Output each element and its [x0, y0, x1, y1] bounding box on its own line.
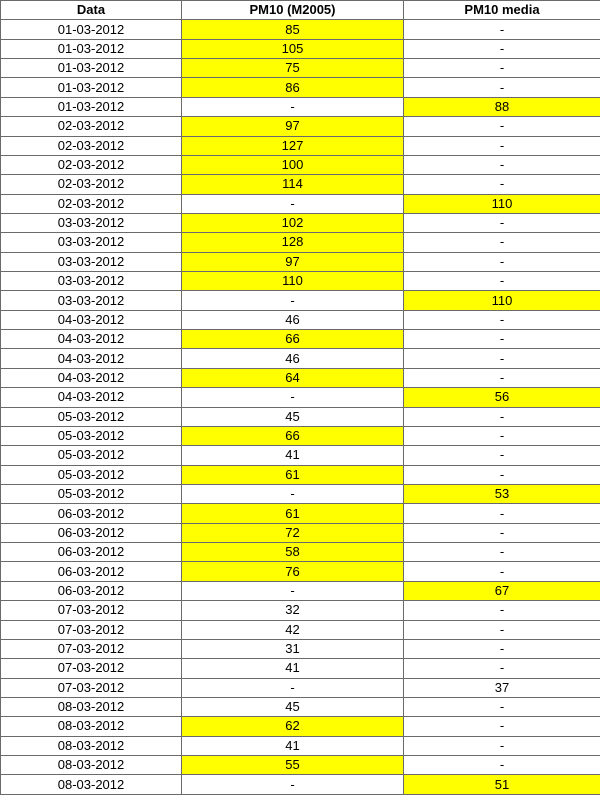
- cell-pm10-media: -: [404, 543, 600, 562]
- cell-date: 01-03-2012: [1, 97, 182, 116]
- table-row: [1, 697, 600, 716]
- cell-pm10-m2005: 105: [182, 39, 404, 58]
- table-row: [1, 775, 600, 794]
- table-row: [1, 291, 600, 310]
- cell-date: 04-03-2012: [1, 368, 182, 387]
- cell-pm10-m2005: 45: [182, 697, 404, 716]
- cell-pm10-m2005: 97: [182, 252, 404, 271]
- table-row: [1, 349, 600, 368]
- table-row: [1, 504, 600, 523]
- table-row: [1, 484, 600, 503]
- cell-pm10-m2005: 64: [182, 368, 404, 387]
- cell-pm10-m2005: 58: [182, 543, 404, 562]
- table-row: [1, 252, 600, 271]
- cell-date: 02-03-2012: [1, 175, 182, 194]
- cell-pm10-media: -: [404, 117, 600, 136]
- cell-date: 05-03-2012: [1, 484, 182, 503]
- table-row: [1, 213, 600, 232]
- cell-pm10-media: -: [404, 562, 600, 581]
- cell-pm10-m2005: -: [182, 678, 404, 697]
- cell-pm10-m2005: -: [182, 194, 404, 213]
- table-row: [1, 78, 600, 97]
- cell-pm10-media: -: [404, 601, 600, 620]
- cell-date: 06-03-2012: [1, 543, 182, 562]
- table-row: [1, 620, 600, 639]
- cell-pm10-m2005: 41: [182, 659, 404, 678]
- cell-pm10-m2005: 46: [182, 349, 404, 368]
- cell-pm10-media: -: [404, 756, 600, 775]
- cell-date: 05-03-2012: [1, 426, 182, 445]
- cell-pm10-m2005: 114: [182, 175, 404, 194]
- cell-date: 07-03-2012: [1, 620, 182, 639]
- cell-date: 08-03-2012: [1, 697, 182, 716]
- table-row: [1, 20, 600, 39]
- cell-date: 03-03-2012: [1, 272, 182, 291]
- cell-pm10-m2005: 41: [182, 446, 404, 465]
- cell-pm10-m2005: 62: [182, 717, 404, 736]
- table-row: [1, 136, 600, 155]
- cell-date: 02-03-2012: [1, 117, 182, 136]
- cell-pm10-m2005: 45: [182, 407, 404, 426]
- cell-date: 05-03-2012: [1, 446, 182, 465]
- cell-pm10-media: 51: [404, 775, 600, 794]
- cell-pm10-m2005: -: [182, 291, 404, 310]
- cell-pm10-media: -: [404, 639, 600, 658]
- cell-pm10-m2005: 85: [182, 20, 404, 39]
- cell-pm10-media: -: [404, 736, 600, 755]
- cell-pm10-media: -: [404, 465, 600, 484]
- cell-pm10-media: 37: [404, 678, 600, 697]
- cell-pm10-media: -: [404, 213, 600, 232]
- table-row: [1, 310, 600, 329]
- cell-pm10-m2005: 128: [182, 233, 404, 252]
- cell-pm10-media: -: [404, 78, 600, 97]
- cell-date: 07-03-2012: [1, 639, 182, 658]
- table-row: [1, 175, 600, 194]
- table-row: [1, 678, 600, 697]
- table-row: [1, 194, 600, 213]
- table-row: [1, 272, 600, 291]
- cell-date: 06-03-2012: [1, 504, 182, 523]
- header-pm10-m2005: PM10 (M2005): [182, 1, 404, 20]
- cell-date: 06-03-2012: [1, 523, 182, 542]
- cell-pm10-m2005: 32: [182, 601, 404, 620]
- cell-pm10-media: -: [404, 697, 600, 716]
- table-row: [1, 426, 600, 445]
- cell-date: 01-03-2012: [1, 39, 182, 58]
- cell-pm10-m2005: 75: [182, 59, 404, 78]
- cell-pm10-media: -: [404, 175, 600, 194]
- table-row: [1, 155, 600, 174]
- cell-date: 05-03-2012: [1, 465, 182, 484]
- cell-pm10-m2005: 72: [182, 523, 404, 542]
- cell-date: 01-03-2012: [1, 20, 182, 39]
- cell-date: 06-03-2012: [1, 581, 182, 600]
- cell-pm10-media: -: [404, 717, 600, 736]
- cell-pm10-m2005: 110: [182, 272, 404, 291]
- table-row: [1, 407, 600, 426]
- cell-pm10-media: 56: [404, 388, 600, 407]
- cell-pm10-m2005: 41: [182, 736, 404, 755]
- header-date: Data: [1, 1, 182, 20]
- table-row: [1, 39, 600, 58]
- cell-pm10-media: -: [404, 504, 600, 523]
- table-row: [1, 330, 600, 349]
- cell-date: 02-03-2012: [1, 155, 182, 174]
- table-row: [1, 117, 600, 136]
- table-row: [1, 388, 600, 407]
- cell-date: 04-03-2012: [1, 310, 182, 329]
- cell-pm10-media: -: [404, 330, 600, 349]
- cell-pm10-media: 88: [404, 97, 600, 116]
- header-pm10-media: PM10 media: [404, 1, 600, 20]
- table-row: [1, 639, 600, 658]
- cell-pm10-media: 53: [404, 484, 600, 503]
- cell-pm10-m2005: -: [182, 775, 404, 794]
- cell-date: 04-03-2012: [1, 388, 182, 407]
- cell-date: 04-03-2012: [1, 349, 182, 368]
- cell-pm10-m2005: -: [182, 388, 404, 407]
- cell-pm10-media: -: [404, 20, 600, 39]
- cell-pm10-m2005: 46: [182, 310, 404, 329]
- cell-date: 04-03-2012: [1, 330, 182, 349]
- cell-pm10-m2005: 66: [182, 330, 404, 349]
- table-row: [1, 543, 600, 562]
- table-row: [1, 562, 600, 581]
- cell-pm10-m2005: 100: [182, 155, 404, 174]
- cell-date: 06-03-2012: [1, 562, 182, 581]
- cell-pm10-m2005: 42: [182, 620, 404, 639]
- cell-date: 07-03-2012: [1, 678, 182, 697]
- cell-date: 01-03-2012: [1, 78, 182, 97]
- cell-pm10-media: -: [404, 59, 600, 78]
- table-row: [1, 523, 600, 542]
- cell-pm10-media: -: [404, 272, 600, 291]
- table-row: [1, 446, 600, 465]
- cell-date: 07-03-2012: [1, 601, 182, 620]
- cell-pm10-media: 110: [404, 291, 600, 310]
- cell-date: 08-03-2012: [1, 756, 182, 775]
- cell-pm10-m2005: 31: [182, 639, 404, 658]
- cell-date: 02-03-2012: [1, 194, 182, 213]
- cell-date: 08-03-2012: [1, 717, 182, 736]
- cell-pm10-media: -: [404, 252, 600, 271]
- cell-pm10-media: -: [404, 523, 600, 542]
- cell-date: 03-03-2012: [1, 252, 182, 271]
- header-row: [1, 1, 600, 20]
- table-row: [1, 59, 600, 78]
- cell-pm10-media: -: [404, 310, 600, 329]
- cell-pm10-m2005: 76: [182, 562, 404, 581]
- cell-pm10-m2005: -: [182, 581, 404, 600]
- table-row: [1, 368, 600, 387]
- cell-pm10-m2005: 61: [182, 465, 404, 484]
- cell-date: 08-03-2012: [1, 736, 182, 755]
- cell-pm10-media: -: [404, 136, 600, 155]
- cell-pm10-media: -: [404, 426, 600, 445]
- cell-pm10-media: -: [404, 620, 600, 639]
- cell-date: 07-03-2012: [1, 659, 182, 678]
- cell-date: 05-03-2012: [1, 407, 182, 426]
- cell-pm10-media: -: [404, 349, 600, 368]
- cell-pm10-m2005: 127: [182, 136, 404, 155]
- cell-pm10-m2005: -: [182, 97, 404, 116]
- cell-pm10-m2005: 102: [182, 213, 404, 232]
- cell-pm10-media: -: [404, 446, 600, 465]
- cell-date: 03-03-2012: [1, 291, 182, 310]
- cell-pm10-media: -: [404, 155, 600, 174]
- table-row: [1, 97, 600, 116]
- cell-date: 01-03-2012: [1, 59, 182, 78]
- cell-pm10-m2005: 97: [182, 117, 404, 136]
- cell-pm10-m2005: 61: [182, 504, 404, 523]
- cell-pm10-m2005: 55: [182, 756, 404, 775]
- table-body: [1, 20, 600, 794]
- table-row: [1, 717, 600, 736]
- cell-date: 02-03-2012: [1, 136, 182, 155]
- table-row: [1, 601, 600, 620]
- cell-pm10-media: -: [404, 659, 600, 678]
- cell-pm10-media: -: [404, 39, 600, 58]
- table-row: [1, 659, 600, 678]
- cell-pm10-m2005: 86: [182, 78, 404, 97]
- cell-date: 03-03-2012: [1, 213, 182, 232]
- cell-date: 08-03-2012: [1, 775, 182, 794]
- cell-pm10-media: -: [404, 233, 600, 252]
- table-row: [1, 465, 600, 484]
- table-row: [1, 736, 600, 755]
- table-row: [1, 756, 600, 775]
- cell-pm10-media: 67: [404, 581, 600, 600]
- cell-pm10-m2005: 66: [182, 426, 404, 445]
- cell-pm10-m2005: -: [182, 484, 404, 503]
- table-row: [1, 581, 600, 600]
- cell-pm10-media: -: [404, 407, 600, 426]
- cell-pm10-media: 110: [404, 194, 600, 213]
- table-header: [1, 1, 600, 20]
- table-row: [1, 233, 600, 252]
- cell-date: 03-03-2012: [1, 233, 182, 252]
- cell-pm10-media: -: [404, 368, 600, 387]
